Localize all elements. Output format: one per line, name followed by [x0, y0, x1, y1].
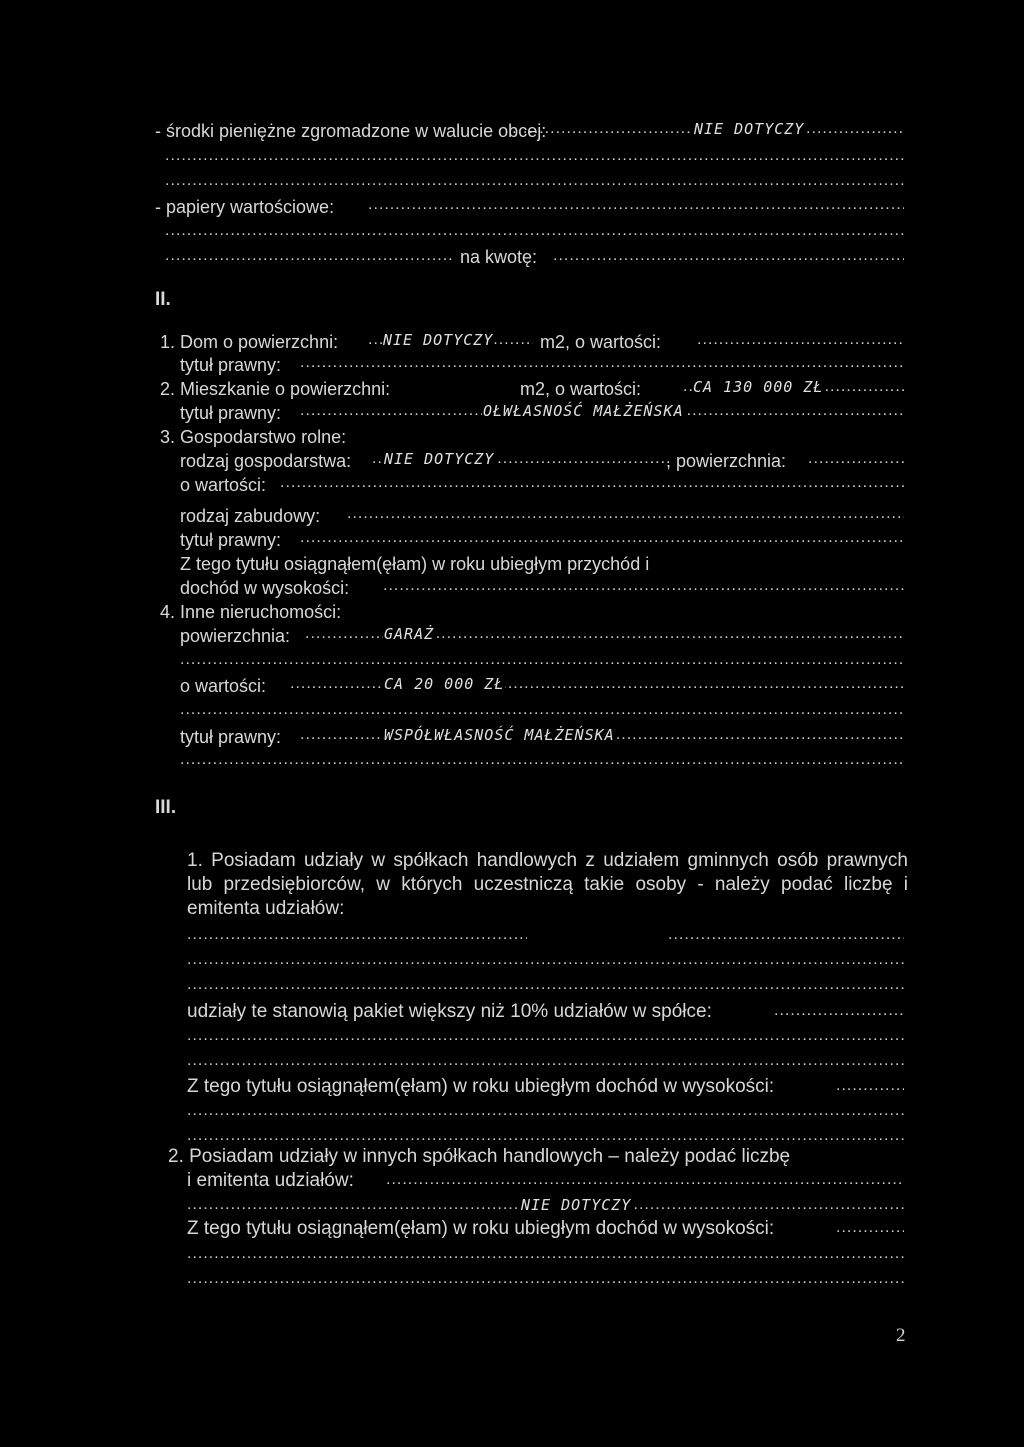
- flat-legal-title-value: OŁWŁASNOŚĆ MAŁŻEŃSKA: [483, 402, 684, 420]
- shares-income-label: Z tego tytułu osiągnąłem(ęłam) w roku ubiegłym dochód w wysokości:: [187, 1076, 775, 1097]
- farm-income-dots: [383, 577, 904, 599]
- dots-line: [165, 222, 904, 244]
- amount-dots: [553, 247, 904, 269]
- other-shares-value: NIE DOTYCZY: [521, 1196, 632, 1214]
- house-m2-label: m2, o wartości:: [540, 332, 662, 352]
- farm-type-value: NIE DOTYCZY: [384, 450, 495, 468]
- foreign-cash-value: NIE DOTYCZY: [694, 120, 805, 138]
- dots-line: [187, 1052, 904, 1074]
- issuer-dots: [386, 1171, 904, 1193]
- shares-income-dots-2: [836, 1219, 904, 1241]
- securities-label: - papiery wartościowe:: [155, 197, 335, 217]
- legal-title-dots: [300, 354, 904, 376]
- farm-value-dots: [280, 474, 904, 496]
- other-value-label: o wartości:: [180, 676, 267, 696]
- dots-line: [187, 1270, 904, 1292]
- section-iii-heading: III.: [155, 797, 177, 818]
- building-type-dots: [347, 505, 904, 527]
- legal-title-label: tytuł prawny:: [180, 727, 282, 747]
- dots-line: [187, 976, 904, 998]
- legal-title-label: tytuł prawny:: [180, 530, 282, 550]
- section-ii-heading: II.: [155, 289, 171, 310]
- farm-type-label: rodzaj gospodarstwa:: [180, 451, 352, 471]
- legal-title-label: tytuł prawny:: [180, 403, 282, 423]
- other-value: CA 20 000 ZŁ: [384, 675, 505, 693]
- farm-value-label: o wartości:: [180, 475, 267, 495]
- dots-line: [180, 701, 904, 723]
- other-property-label: 4. Inne nieruchomości:: [160, 602, 342, 622]
- foreign-cash-label: - środki pieniężne zgromadzone w walucie obcej:: [155, 121, 547, 141]
- dots-line: [187, 1102, 904, 1124]
- shares-income-dots: [836, 1077, 904, 1099]
- house-value-dots: [697, 331, 904, 353]
- dots-line: [187, 1027, 904, 1049]
- flat-label: 2. Mieszkanie o powierzchni:: [160, 379, 391, 399]
- other-area-value: GARAŻ: [384, 625, 435, 643]
- flat-m2-label: m2, o wartości:: [520, 379, 642, 399]
- dots-line: [187, 1245, 904, 1267]
- dots-line: [187, 926, 527, 948]
- house-label: 1. Dom o powierzchni:: [160, 332, 339, 352]
- farm-label: 3. Gospodarstwo rolne:: [160, 427, 347, 447]
- other-area-label: powierzchnia:: [180, 626, 291, 646]
- dots-line: [165, 172, 904, 194]
- farm-area-label: , powierzchnia:: [666, 451, 787, 471]
- house-area-value: NIE DOTYCZY: [383, 331, 494, 349]
- shares-paragraph-2: 2. Posiadam udziały w innych spółkach handlowych – należy podać liczbę: [168, 1146, 791, 1167]
- farm-income-label: Z tego tytułu osiągnąłem(ęłam) w roku ubiegłym przychód i: [180, 554, 650, 574]
- legal-title-dots: [300, 529, 904, 551]
- package-label: udziały te stanowią pakiet większy niż 10% udziałów w spółce:: [187, 1001, 712, 1022]
- farm-area-dots: [808, 450, 904, 472]
- shares-paragraph-2b: i emitenta udziałów:: [187, 1170, 354, 1191]
- farm-income-amount-label: dochód w wysokości:: [180, 578, 350, 598]
- package-dots: [774, 1002, 904, 1024]
- shares-income-label-2: Z tego tytułu osiągnąłem(ęłam) w roku ubiegłym dochód w wysokości:: [187, 1218, 775, 1239]
- amount-label: na kwotę:: [460, 247, 538, 267]
- dots-line: [187, 951, 904, 973]
- page-number: 2: [896, 1325, 906, 1346]
- shares-paragraph-1: 1. Posiadam udziały w spółkach handlowych z udziałem gminnych osób prawnych lub przedsiębiorców, w których uczestniczą takie osoby - należy podać liczbę i emitenta udziałów:: [187, 850, 908, 919]
- securities-dots: [368, 196, 904, 218]
- building-type-label: rodzaj zabudowy:: [180, 506, 321, 526]
- dots-line: [180, 751, 904, 773]
- dots-line: [165, 247, 455, 269]
- dots-line: [165, 147, 904, 169]
- dots-line: [668, 926, 904, 948]
- other-legal-title-value: WSPÓŁWŁASNOŚĆ MAŁŻEŃSKA: [384, 726, 615, 744]
- flat-value: CA 130 000 ZŁ: [693, 378, 824, 396]
- legal-title-label: tytuł prawny:: [180, 355, 282, 375]
- dots-line: [180, 651, 904, 673]
